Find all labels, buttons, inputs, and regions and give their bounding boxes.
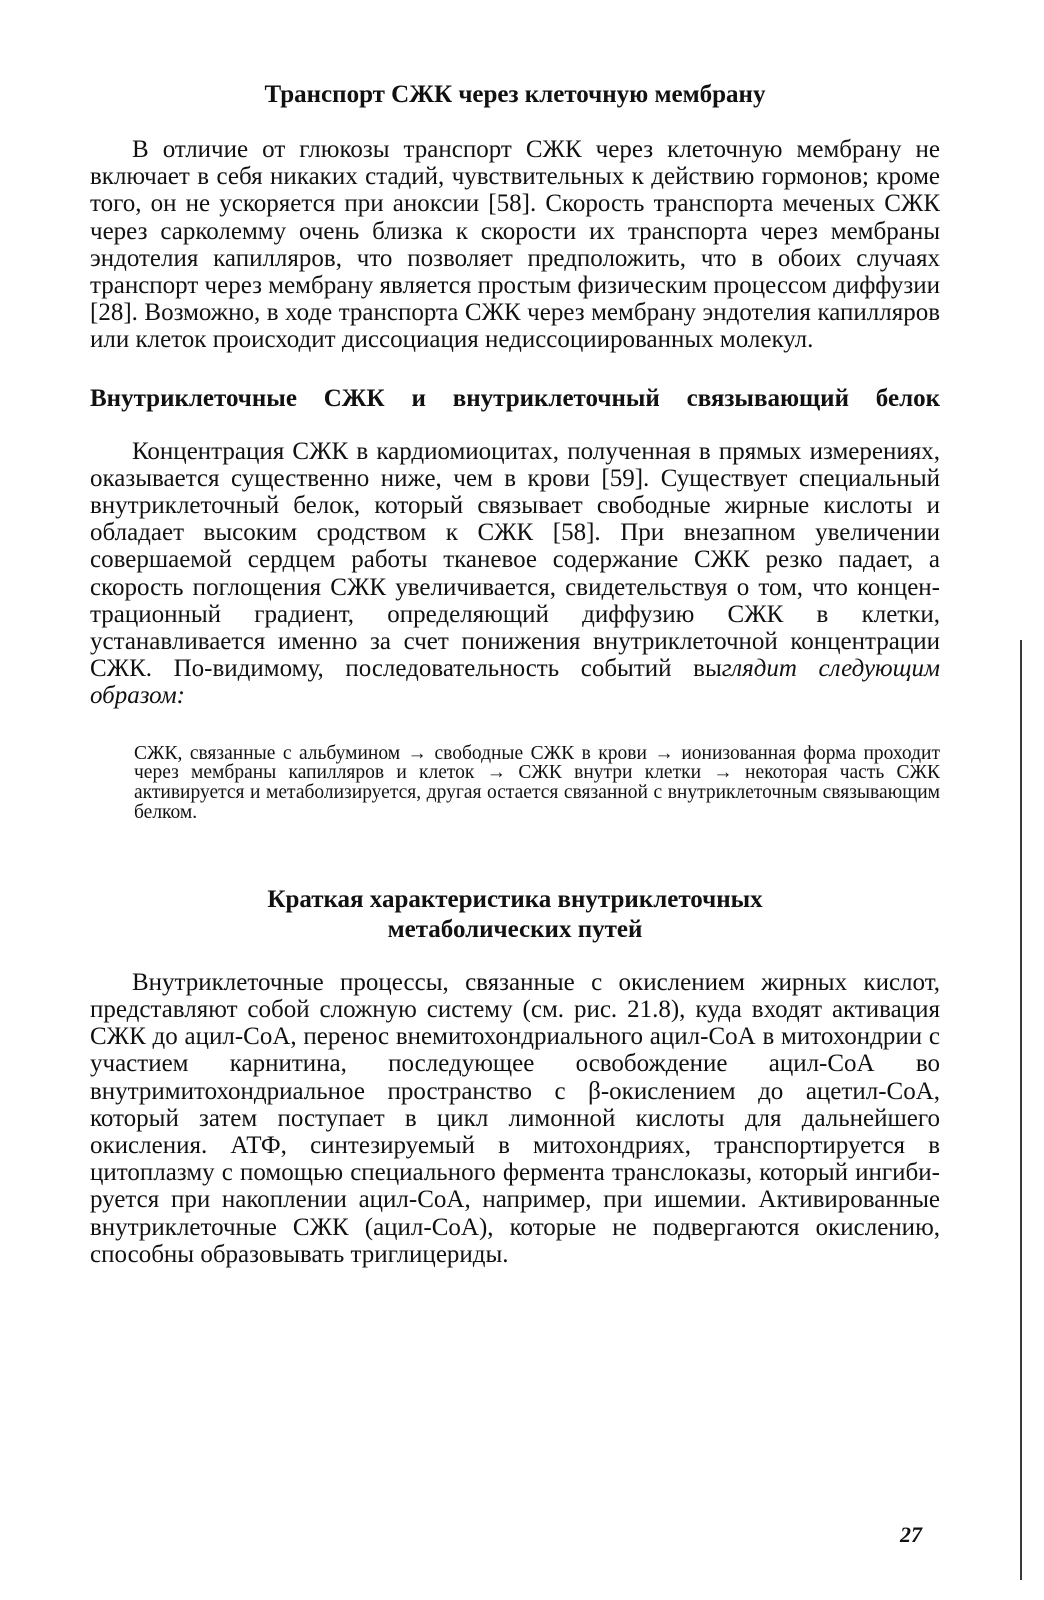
section-heading-intracellular-ffa: Внутриклеточные СЖК и внутриклеточный связывающий белок [90,384,940,412]
section-heading-metabolic-pathways: Краткая характеристика внутриклеточных метаболических путей [267,885,763,943]
paragraph-membrane-transport: В отличие от глюкозы транспорт СЖК через клеточную мембрану не включает в себя никаких стадий, чувствительных к действию гормонов; кроме того, он не ускоряется при аноксии [58]. Скорость транспорта меченых СЖК через сарколемму очень близка к скорости их транспорта через мембраны эндотелия капилляров, что позволяет предположить, что в обоих случаях транспорт через мембрану является простым физическим процессом диффузии [28]. Возможно, в ходе транспорта СЖК через мембрану эндотелия капилляров или клеток происходит диссоциация недиссоциированных молекул. [90,136,940,354]
paragraph-intracellular-ffa [90,438,940,710]
paragraph-intracellular-ffa-italic: глядит следующим образом: [90,655,940,710]
page-number: 27 [900,1522,922,1547]
scan-edge-line [1020,640,1022,1580]
paragraph-intracellular-ffa-text: Концентрация СЖК в кардиомиоцитах, полученная в прямых измерениях, оказывается существенно ниже, чем в крови [59]. Существует специальный внутриклеточный белок, который связывает свободные жирные кислоты и обладает высоким сродством к СЖК [58]. При внезапном увеличении совершаемой сердцем работы тканевое содержание СЖК резко падает, а скорость поглощения СЖК увеличивается, свидетельствуя о том, что концентрационный градиент, определяющий диффузию СЖК в клетки, устанавливается именно за счет понижения внутриклеточной концентрации СЖК. По-видимому, последовательность событий вы [90,437,940,683]
page-content [90,70,940,1268]
paragraph-metabolic-pathways: Внутриклеточные процессы, связанные с окислением жирных кислот, представляют собой сложную систему (см. рис. 21.8), куда входят активация СЖК до ацил-СоА, перенос внемитохондриального ацил-СоА в митохондрии с участием карнитина, последующее освобождение ацил-СоА во внутримитохондриальное пространство с β-окислением до ацетил-СоА, который затем поступает в цикл лимонной кислоты для дальнейшего окисления. АТФ, синтезируемый в митохондриях, транспортируется в цитоплазму с помощью специального фермента транслоказы, который ингибируется при накоплении ацил-СоА, например, при ишемии. Активированные внутриклеточные СЖК (ацил-СоА), которые не подвергаются окислению, способны образовывать триглицериды. [90,968,940,1268]
section-heading-membrane-transport: Транспорт СЖК через клеточную мембрану [264,81,766,108]
ffa-transport-scheme: СЖК, связанные с альбумином → свободные СЖК в крови → ионизованная форма проходит через мембраны капилляров и клеток → СЖК внутри клетки → некоторая часть СЖК активируется и метаболизируется, другая остается связанной с внутриклеточным связывающим белком. [134,742,940,824]
